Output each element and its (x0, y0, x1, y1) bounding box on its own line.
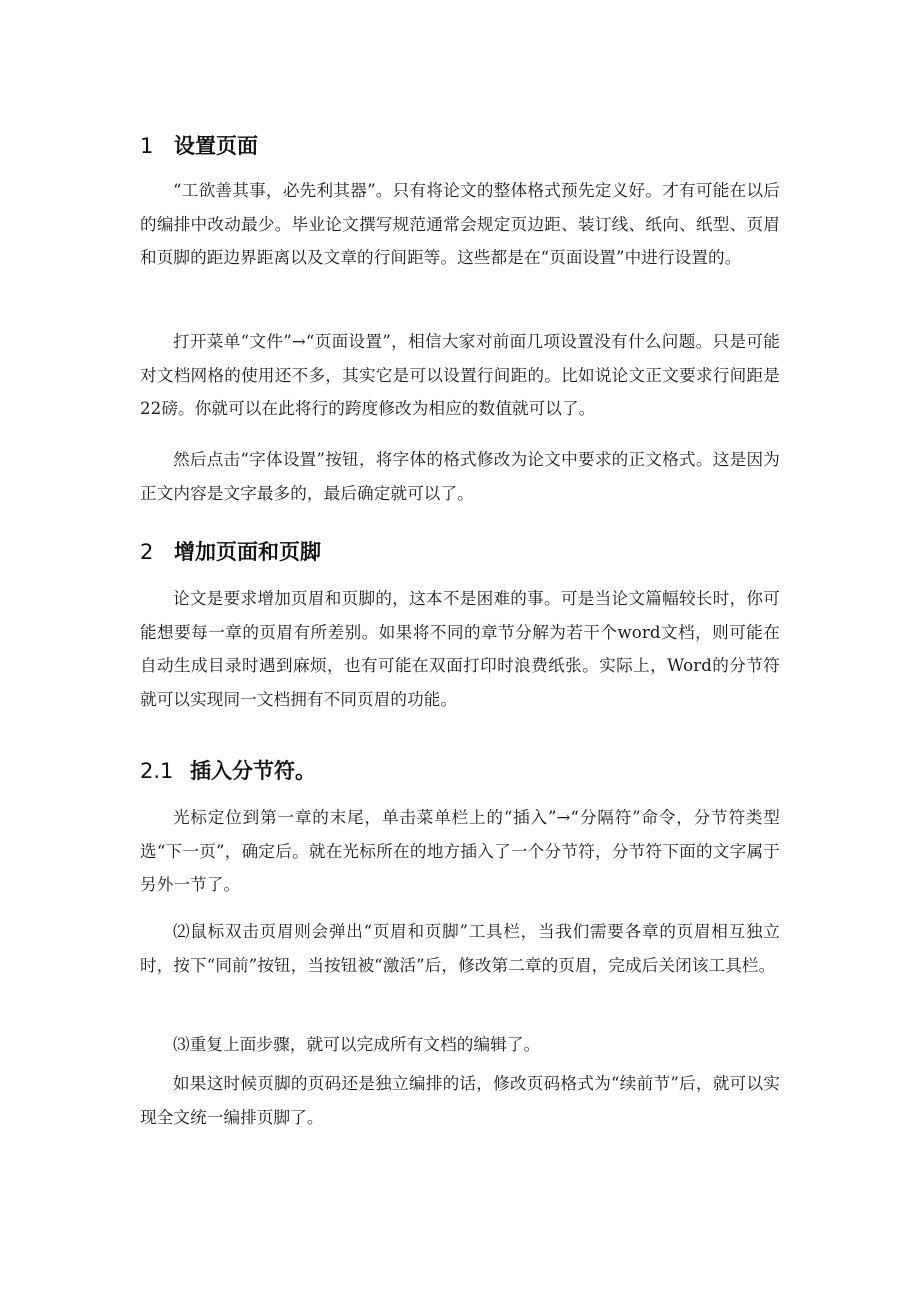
paragraph: 论文是要求增加页眉和页脚的，这本不是困难的事。可是当论文篇幅较长时，你可能想要每一章的页眉有所差别。如果将不同的章节分解为若干个word文档，则可能在自动生成目录时遇到麻烦，也有可能在双面打印时浪费纸张。实际上，Word的分节符就可以实现同一文档拥有不同页眉的功能。 (140, 589, 780, 709)
section-title: 设置页面 (174, 134, 258, 158)
section-heading-2 (140, 536, 321, 566)
paragraph: 光标定位到第一章的末尾，单击菜单栏上的“插入”→“分隔符”命令，分节符类型选“下一页”，确定后。就在光标所在的地方插入了一个分节符，分节符下面的文字属于另外一节了。 (140, 808, 780, 894)
paragraph: ⑵鼠标双击页眉则会弹出“页眉和页脚”工具栏，当我们需要各章的页眉相互独立时，按下“同前”按钮，当按钮被“激活”后，修改第二章的页眉，完成后关闭该工具栏。 (140, 922, 780, 975)
section-heading-1 (140, 130, 258, 160)
paragraph: 然后点击“字体设置”按钮，将字体的格式修改为论文中要求的正文格式。这是因为正文内容是文字最多的，最后确定就可以了。 (140, 450, 780, 503)
subsection-number: 2.1 (140, 759, 174, 783)
paragraph: 如果这时候页脚的页码还是独立编排的话，修改页码格式为“续前节”后，就可以实现全文统一编排页脚了。 (140, 1074, 780, 1127)
section-number: 1 (140, 134, 154, 158)
paragraph: “工欲善其事，必先利其器”。只有将论文的整体格式预先定义好。才有可能在以后的编排中改动最少。毕业论文撰写规范通常会规定页边距、装订线、纸向、纸型、页眉和页脚的距边界距离以及文章的行间距等。这些都是在“页面设置”中进行设置的。 (140, 181, 780, 267)
subsection-heading-2-1 (140, 755, 316, 785)
section-number: 2 (140, 540, 154, 564)
paragraph: ⑶重复上面步骤，就可以完成所有文档的编辑了。 (173, 1035, 541, 1054)
paragraph: 打开菜单“文件”→“页面设置”，相信大家对前面几项设置没有什么问题。只是可能对文档网格的使用还不多，其实它是可以设置行间距的。比如说论文正文要求行间距是22磅。你就可以在此将行的跨度修改为相应的数值就可以了。 (140, 332, 780, 418)
subsection-title: 插入分节符。 (190, 759, 316, 783)
section-title: 增加页面和页脚 (174, 540, 321, 564)
